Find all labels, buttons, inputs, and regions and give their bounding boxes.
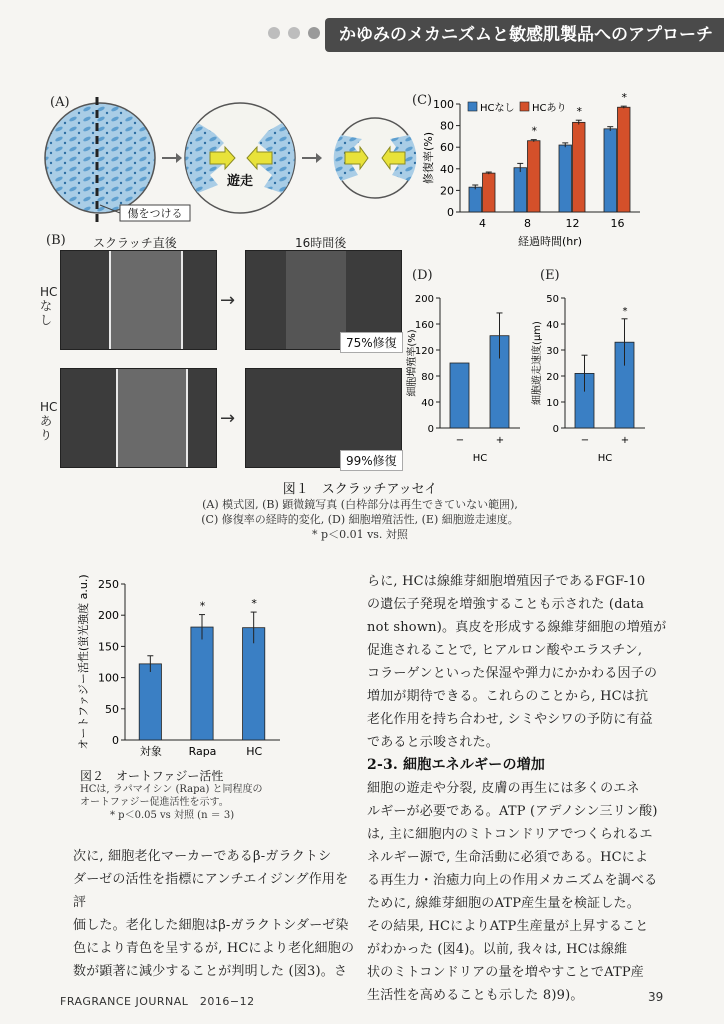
text-line: 価した。老化した細胞はβ-ガラクトシダーゼ染	[73, 918, 349, 933]
significance-mark: *	[576, 105, 582, 119]
y-axis-label: 修復率(%)	[422, 131, 435, 185]
y-tick-label: 100	[98, 671, 119, 685]
bar	[618, 107, 631, 212]
text-line: ネルギー源で, 生命活動に必須である。HCによ	[367, 850, 649, 865]
text-line: 次に, 細胞老化マーカーであるβ-ガラクトシ	[73, 849, 332, 864]
fig1a-schematic	[40, 95, 420, 225]
x-axis-label: HC	[472, 453, 488, 464]
b-left-title: スクラッチ直後	[93, 236, 177, 250]
y-tick-label: 80	[440, 119, 454, 133]
y-tick-label: 50	[546, 294, 559, 305]
left-paragraph	[73, 845, 358, 983]
arrow-right-icon: →	[220, 408, 236, 429]
x-tick-label: Rapa	[188, 745, 217, 758]
bar	[528, 141, 541, 212]
text-line: ルギーが必要である。ATP (アデノシン三リン酸)	[367, 804, 658, 819]
significance-mark: *	[622, 305, 628, 317]
y-tick-label: 30	[546, 346, 559, 357]
migrate-label: 遊走	[226, 174, 254, 189]
chart-fig2	[75, 572, 290, 767]
chart-e	[530, 288, 655, 473]
x-tick-label: 対象	[139, 745, 162, 758]
fig1-caption-line: (C) 修復率の経時的変化, (D) 細胞増殖活性, (E) 細胞遊走速度。	[201, 513, 519, 526]
y-tick-label: 160	[414, 320, 434, 331]
text-line: 生活性を高めることも示した 8)9)。	[367, 988, 584, 1003]
significance-mark: *	[621, 92, 627, 105]
bar	[243, 628, 265, 740]
text-line: 数が顕著に減少することが判明した (図3)。さ	[73, 964, 348, 979]
text-line: 状のミトコンドリアの量を増やすことでATP産	[367, 965, 644, 980]
bar	[191, 627, 213, 740]
fig1-caption	[140, 482, 580, 542]
page-number: 39	[648, 990, 664, 1004]
arrow-right-icon	[302, 153, 322, 163]
panel-a-label: (A)	[50, 95, 70, 110]
fig2-caption-line: HCは, ラパマイシン (Rapa) と同程度の	[80, 784, 263, 795]
fig2-caption-line: オートファジー促進活性を示す。	[80, 797, 229, 808]
b-row1-label: HCなし	[40, 285, 58, 327]
y-tick-label: 40	[440, 162, 454, 176]
micrograph-hc-0h	[60, 368, 217, 468]
y-tick-label: 50	[105, 702, 119, 716]
text-line: がわかった (図4)。以前, 我々は, HCは線維	[367, 942, 628, 957]
header-dot	[268, 27, 280, 39]
x-tick-label: −	[580, 435, 590, 446]
bar	[573, 122, 586, 212]
arrow-right-icon	[162, 153, 182, 163]
legend-swatch	[520, 102, 529, 111]
footer-journal: FRAGRANCE JOURNAL 2016−12	[60, 995, 255, 1008]
x-tick-label: 8	[524, 217, 531, 230]
fig2-caption-line: * p＜0.05 vs 対照 (n ＝ 3)	[110, 810, 235, 821]
significance-mark: *	[531, 124, 537, 138]
y-tick-label: 0	[552, 424, 559, 435]
b-right-title: 16時間後	[295, 236, 347, 250]
text-line: であると示唆された。	[367, 735, 500, 750]
chart-c	[420, 92, 650, 252]
text-line: ために, 線維芽細胞のATP産生量を検証した。	[367, 896, 640, 911]
y-tick-label: 120	[414, 346, 434, 357]
dish-3	[334, 118, 417, 198]
fig1-caption-line: (A) 模式図, (B) 顕微鏡写真 (白枠部分は再生できていない範囲),	[202, 498, 518, 511]
y-tick-label: 20	[440, 184, 454, 198]
dish-2	[185, 103, 295, 213]
dish-1	[45, 97, 155, 223]
text-line: 細胞の遊走や分裂, 皮膚の再生には多くのエネ	[367, 781, 640, 796]
arrow-right-icon: →	[220, 290, 236, 311]
right-column	[367, 570, 667, 1007]
micrograph-hc-none-0h	[60, 250, 217, 350]
y-tick-label: 40	[546, 320, 559, 331]
text-line: コラーゲンといった保湿や弾力にかかわる因子の	[367, 666, 658, 681]
text-line: の遺伝子発現を増強することも示された (data	[367, 597, 645, 612]
fig1-caption-title: 図１ スクラッチアッセイ	[282, 482, 438, 497]
x-tick-label: HC	[246, 745, 263, 758]
x-tick-label: 12	[565, 217, 580, 230]
y-tick-label: 20	[546, 372, 559, 383]
y-tick-label: 80	[421, 372, 434, 383]
fig2-caption-title: 図２ オートファジー活性	[80, 769, 224, 783]
text-line: not shown)。真皮を形成する線維芽細胞の増殖が	[367, 620, 667, 635]
panel-d-label: (D)	[412, 268, 433, 283]
fig1-caption-line: * p＜0.01 vs. 対照	[312, 528, 408, 541]
x-axis-label: HC	[597, 453, 613, 464]
text-line: その結果, HCによりATP生産量が上昇すること	[367, 919, 649, 934]
y-tick-label: 0	[447, 206, 454, 219]
x-tick-label: −	[455, 435, 465, 446]
y-tick-label: 250	[98, 578, 119, 591]
text-line: らに, HCは線維芽細胞増殖因子であるFGF-10	[367, 574, 646, 589]
y-tick-label: 10	[546, 398, 559, 409]
x-axis-label: 経過時間(hr)	[517, 235, 583, 248]
x-tick-label: +	[620, 435, 630, 446]
bar	[450, 363, 469, 428]
panel-b-label: (B)	[46, 233, 66, 248]
text-line: ダーゼの活性を指標にアンチエイジング作用を評	[73, 872, 349, 910]
chart-d	[405, 288, 530, 473]
y-tick-label: 150	[98, 640, 119, 654]
bar	[483, 173, 496, 212]
y-tick-label: 60	[440, 141, 454, 155]
text-line: は, 主に細胞内のミトコンドリアでつくられるエ	[367, 827, 653, 842]
repair-badge-75: 75%修復	[340, 332, 403, 353]
panel-c-label: (C)	[412, 93, 433, 108]
y-axis-label: 細胞増殖率(%)	[407, 329, 418, 397]
significance-mark: *	[251, 597, 257, 611]
header-dot	[288, 27, 300, 39]
significance-mark: *	[199, 599, 206, 613]
bar	[469, 187, 482, 212]
wound-label: 傷をつける	[127, 207, 183, 220]
y-tick-label: 100	[433, 98, 454, 111]
fig2-caption	[80, 770, 280, 822]
y-axis-label: オートファジー活性(蛍光強度 a.u.)	[77, 574, 90, 750]
x-tick-label: +	[495, 435, 505, 446]
text-line: 老化作用を持ち合わせ, シミやシワの予防に有益	[367, 712, 653, 727]
header-dot	[308, 27, 320, 39]
y-tick-label: 0	[112, 734, 119, 747]
y-axis-label: 細胞遊走速度(μm)	[532, 321, 543, 405]
y-tick-label: 200	[98, 609, 119, 623]
text-line: 色により青色を呈するが, HCにより老化細胞の	[73, 941, 355, 956]
legend-label: HCなし	[480, 103, 515, 114]
y-tick-label: 0	[427, 424, 434, 435]
bar	[514, 168, 527, 212]
bar	[604, 129, 617, 212]
x-tick-label: 16	[610, 217, 625, 230]
y-tick-label: 40	[421, 398, 434, 409]
bar	[559, 145, 572, 212]
panel-e-label: (E)	[540, 268, 560, 283]
text-line: 増加が期待できる。これらのことから, HCは抗	[367, 689, 649, 704]
legend-swatch	[468, 102, 477, 111]
x-tick-label: 4	[479, 217, 486, 230]
bar	[139, 664, 161, 740]
header-title: かゆみのメカニズムと敏感肌製品へのアプローチ	[325, 18, 724, 52]
legend-label: HCあり	[532, 103, 567, 114]
text-line: る再生力・治癒力向上の作用メカニズムを調べる	[367, 873, 658, 888]
header-dots	[268, 27, 320, 39]
section-heading: 2-3. 細胞エネルギーの増加	[367, 757, 546, 773]
text-line: 促進されることで, ヒアルロン酸やエラスチン,	[367, 643, 643, 658]
b-row2-label: HCあり	[40, 400, 58, 442]
repair-badge-99: 99%修復	[340, 450, 403, 471]
y-tick-label: 200	[414, 294, 434, 305]
